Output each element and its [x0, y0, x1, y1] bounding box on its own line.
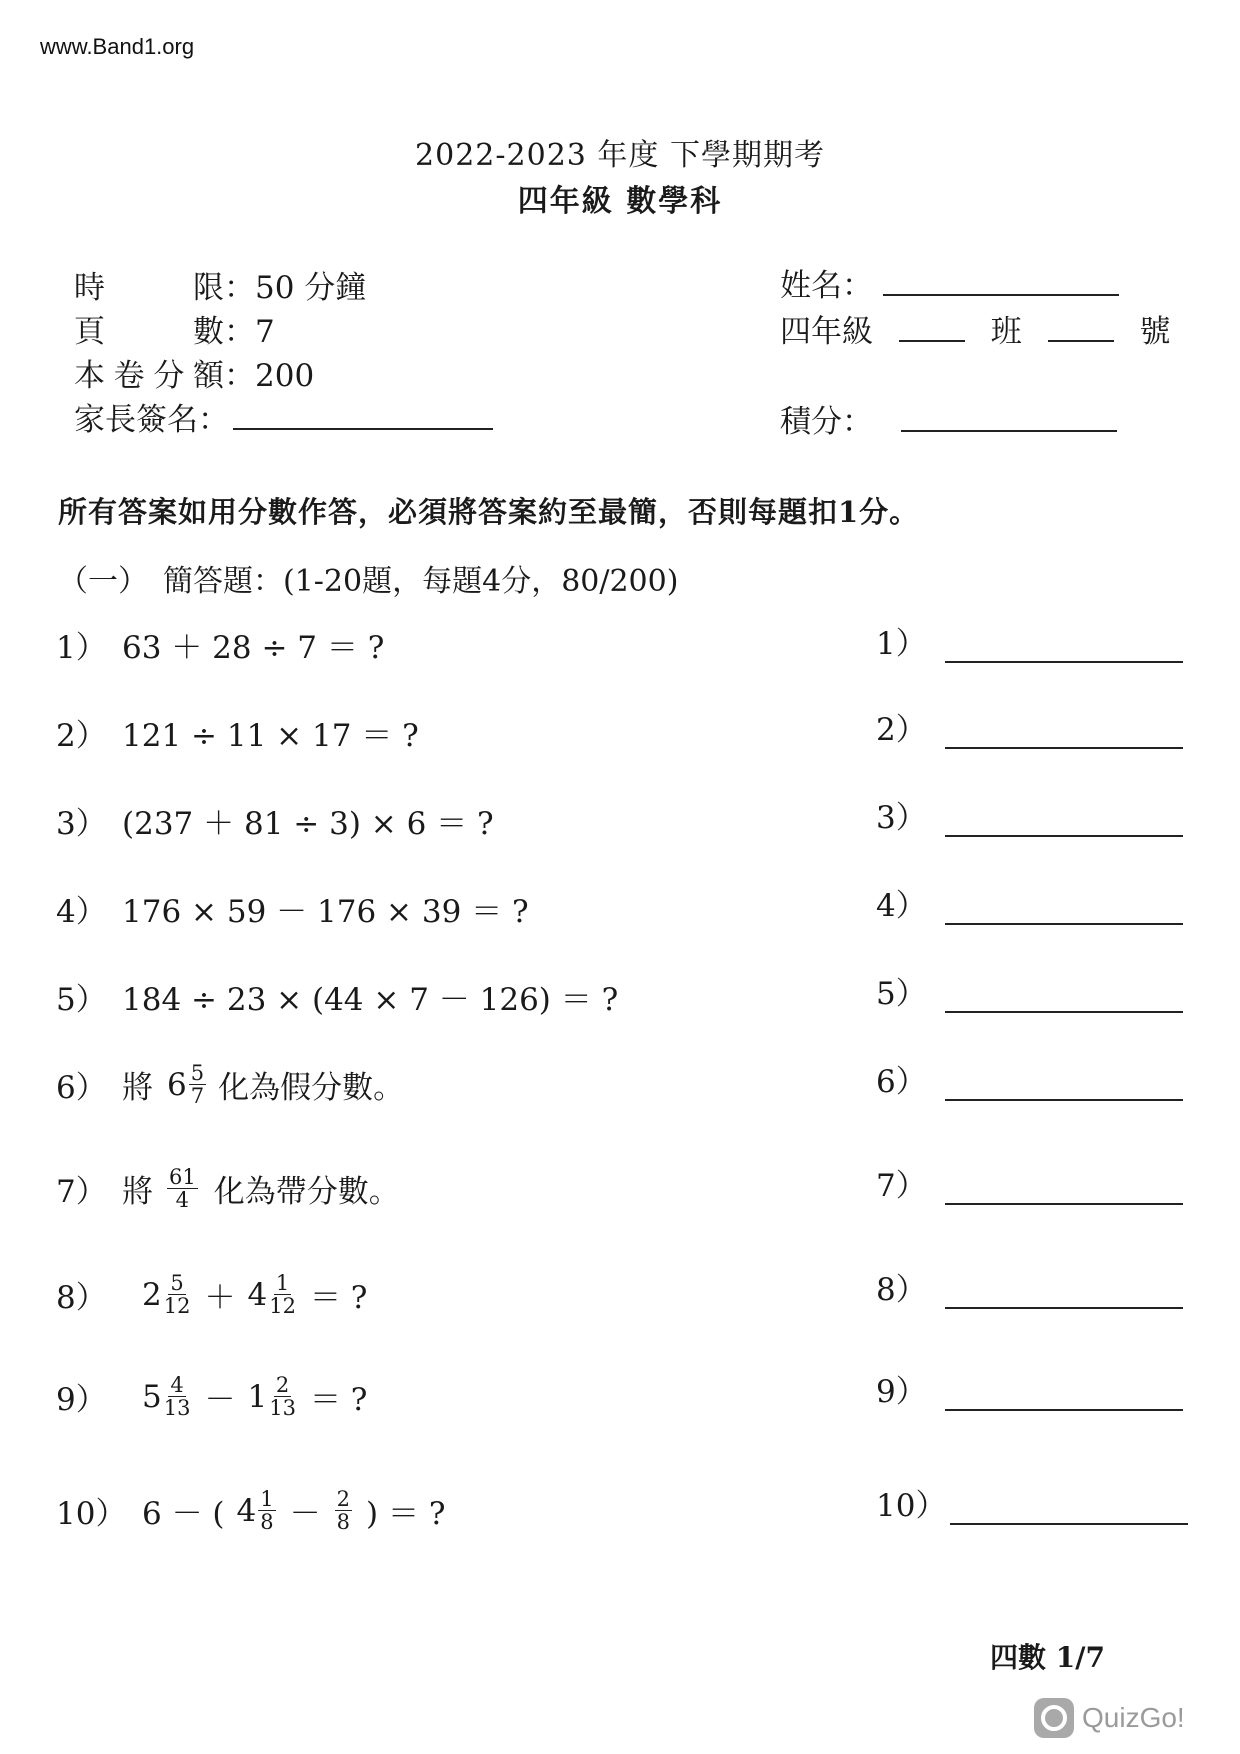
question-number: 7） — [56, 1174, 107, 1210]
name-label: 姓名： — [780, 268, 873, 304]
pages-row — [74, 310, 493, 354]
fraction-denominator: 12 — [269, 1294, 296, 1318]
student-name-row — [780, 260, 1119, 305]
fraction — [164, 1272, 191, 1317]
fraction-numerator: 4 — [170, 1373, 184, 1397]
answer-number: 2） — [876, 712, 927, 748]
question-tail: ＝ ? — [309, 1280, 368, 1316]
answer-field[interactable] — [945, 895, 1183, 925]
parent-signature-label: 家長簽名： — [74, 402, 229, 438]
answer-slot-8 — [876, 1264, 1183, 1309]
question-number: 5） — [56, 982, 107, 1018]
fraction — [335, 1488, 352, 1533]
pages-value: ：7 — [224, 314, 275, 350]
parent-signature-row — [74, 398, 493, 442]
answer-field[interactable] — [945, 633, 1183, 663]
fraction-denominator: 4 — [175, 1188, 190, 1212]
answer-number: 3） — [876, 800, 927, 836]
question-9 — [56, 1374, 367, 1419]
fraction-numerator: 1 — [260, 1487, 274, 1511]
answer-number: 7） — [876, 1168, 927, 1204]
answer-field[interactable] — [945, 1175, 1183, 1205]
quizgo-logo-icon — [1034, 1698, 1074, 1738]
fraction-numerator: 1 — [275, 1271, 290, 1295]
mixed-whole: 1 — [247, 1378, 268, 1415]
answer-slot-4 — [876, 880, 1183, 925]
parent-signature-field[interactable] — [233, 398, 493, 430]
class-row — [780, 306, 1170, 351]
answer-field[interactable] — [945, 807, 1183, 837]
answer-field[interactable] — [945, 983, 1183, 1013]
section-title: （一） 簡答題：(1-20題，每題4分，80/200) — [58, 564, 679, 599]
fraction — [258, 1488, 275, 1533]
question-text: 63 ＋ 28 ÷ 7 ＝ ? — [122, 630, 385, 666]
question-tail: ) ＝ ? — [366, 1496, 446, 1532]
exam-subject: 四年級 數學科 — [517, 184, 723, 219]
score-row — [780, 396, 1117, 441]
question-10 — [56, 1488, 445, 1533]
answer-field[interactable] — [945, 1381, 1183, 1411]
answer-number: 8） — [876, 1272, 927, 1308]
question-6 — [56, 1062, 404, 1107]
question-text: 176 × 59 － 176 × 39 ＝ ? — [122, 894, 529, 930]
answer-number: 5） — [876, 976, 927, 1012]
fraction — [189, 1062, 206, 1107]
marks-label: 本卷分額 — [74, 358, 224, 394]
question-number: 10） — [56, 1496, 127, 1532]
fraction-denominator: 13 — [269, 1396, 296, 1420]
mixed-whole: 4 — [247, 1276, 268, 1313]
quizgo-logo-text: QuizGo! — [1082, 1702, 1185, 1733]
marks-row — [74, 354, 493, 398]
fraction-numerator: 2 — [336, 1487, 351, 1511]
class-field[interactable] — [899, 314, 965, 342]
question-4 — [56, 886, 529, 931]
question-text: 184 ÷ 23 × (44 × 7 － 126) ＝ ? — [122, 982, 619, 1018]
question-text: (237 ＋ 81 ÷ 3) × 6 ＝ ? — [122, 806, 494, 842]
fraction — [269, 1272, 296, 1317]
answer-slot-1 — [876, 618, 1183, 663]
answer-slot-9 — [876, 1366, 1183, 1411]
fraction-numerator: 61 — [169, 1165, 196, 1189]
student-number-field[interactable] — [1048, 314, 1114, 342]
quizgo-watermark — [1034, 1698, 1185, 1738]
operator: ＋ — [204, 1280, 236, 1316]
marks-value: ：200 — [224, 358, 315, 394]
answer-field[interactable] — [945, 1279, 1183, 1309]
question-prefix: 將 — [122, 1174, 153, 1210]
mixed-whole: 2 — [142, 1276, 162, 1313]
page-footer: 四數 1/7 — [990, 1641, 1105, 1674]
answer-number: 4） — [876, 888, 927, 924]
question-number: 3） — [56, 806, 107, 842]
website-url: www.Band1.org — [40, 34, 195, 59]
answer-number: 9） — [876, 1374, 927, 1410]
answer-field[interactable] — [950, 1495, 1188, 1525]
answer-slot-6 — [876, 1056, 1183, 1101]
question-lead: 6 － ( — [142, 1496, 225, 1532]
question-prefix: 將 — [122, 1070, 153, 1106]
exam-title: 2022-2023 年度 下學期期考 — [415, 138, 825, 173]
fraction-numerator: 5 — [190, 1061, 205, 1085]
fraction-denominator: 8 — [260, 1510, 274, 1534]
question-7 — [56, 1166, 400, 1211]
question-number: 2） — [56, 718, 107, 754]
answer-field[interactable] — [945, 719, 1183, 749]
fraction — [269, 1374, 296, 1419]
name-field[interactable] — [883, 268, 1119, 296]
question-1 — [56, 622, 384, 667]
student-number-label: 號 — [1139, 314, 1171, 350]
answer-number: 1） — [876, 626, 927, 662]
answer-number: 6） — [876, 1064, 927, 1100]
answer-slot-7 — [876, 1160, 1183, 1205]
score-label: 積分： — [780, 404, 873, 440]
fraction-numerator: 2 — [275, 1373, 290, 1397]
answer-field[interactable] — [945, 1071, 1183, 1101]
fraction-numerator: 5 — [170, 1271, 184, 1295]
mixed-whole: 5 — [142, 1378, 162, 1415]
class-grade: 四年級 — [780, 314, 873, 350]
answer-slot-10 — [876, 1480, 1188, 1525]
operator: － — [289, 1496, 321, 1532]
question-suffix: 化為帶分數。 — [213, 1174, 400, 1210]
question-number: 6） — [56, 1070, 107, 1106]
time-limit-row — [74, 266, 493, 310]
fraction — [164, 1374, 191, 1419]
question-number: 4） — [56, 894, 107, 930]
mixed-whole: 4 — [236, 1492, 257, 1529]
answer-slot-5 — [876, 968, 1183, 1013]
question-suffix: 化為假分數。 — [218, 1070, 405, 1106]
question-8 — [56, 1272, 367, 1317]
question-number: 9） — [56, 1382, 107, 1418]
instruction-notice: 所有答案如用分數作答，必須將答案約至最簡，否則每題扣1分。 — [58, 495, 920, 529]
time-limit-label: 時 限 — [74, 270, 224, 306]
score-field[interactable] — [901, 404, 1117, 432]
question-text: 121 ÷ 11 × 17 ＝ ? — [122, 718, 419, 754]
fraction — [167, 1166, 198, 1211]
question-number: 1） — [56, 630, 107, 666]
mixed-whole: 6 — [167, 1066, 187, 1103]
fraction-denominator: 8 — [336, 1510, 351, 1534]
question-3 — [56, 798, 494, 843]
operator: － — [204, 1382, 236, 1418]
question-2 — [56, 710, 419, 755]
question-number: 8） — [56, 1280, 107, 1316]
fraction-denominator: 12 — [163, 1294, 191, 1318]
pages-label: 頁 數 — [74, 314, 224, 350]
answer-slot-2 — [876, 704, 1183, 749]
class-label: 班 — [990, 314, 1022, 350]
fraction-denominator: 7 — [190, 1084, 205, 1108]
question-5 — [56, 974, 618, 1019]
time-limit-value: ：50 分鐘 — [224, 270, 367, 306]
answer-slot-3 — [876, 792, 1183, 837]
exam-info — [74, 266, 493, 442]
answer-number: 10） — [876, 1488, 947, 1524]
fraction-denominator: 13 — [163, 1396, 191, 1420]
question-tail: ＝ ? — [309, 1382, 368, 1418]
